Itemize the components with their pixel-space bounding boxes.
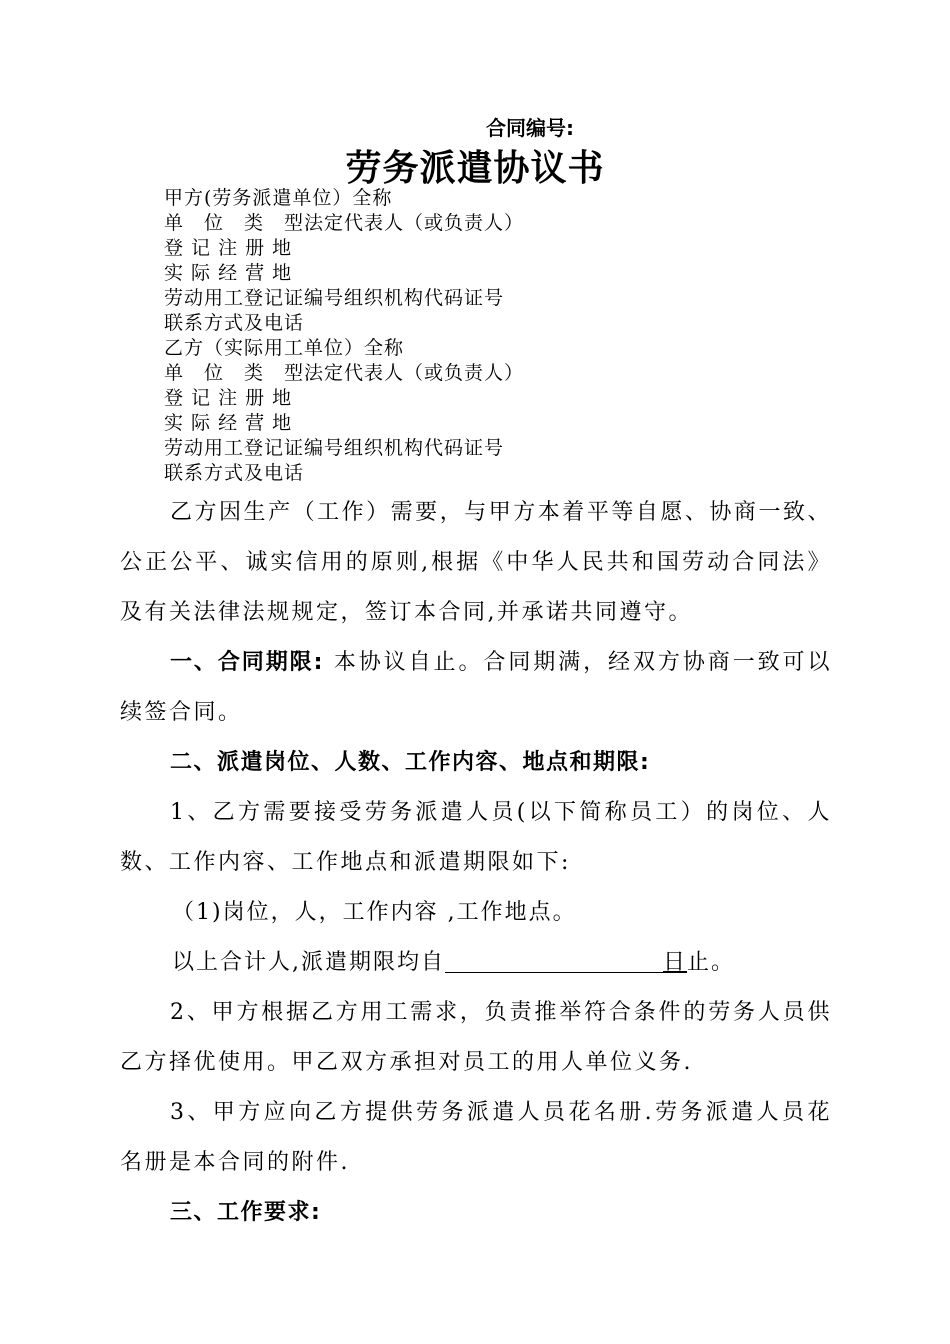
section-2-item-1-sub: （1)岗位，人，工作内容 ,工作地点。	[172, 900, 577, 925]
party-b-unit-type: 单 位 类 型法定代表人（或负责人）	[164, 362, 525, 384]
party-b-registration-number: 劳动用工登记证编号组织机构代码证号	[164, 437, 505, 459]
party-a-contact: 联系方式及电话	[164, 312, 305, 334]
party-a-unit-type: 单 位 类 型法定代表人（或负责人）	[164, 212, 525, 234]
total-prefix: 以上合计人,派遣期限均自	[172, 950, 445, 975]
party-a-registration-number: 劳动用工登记证编号组织机构代码证号	[164, 287, 505, 309]
section-2-item-2: 2、甲方根据乙方用工需求，负责推举符合条件的劳务人员供乙方择优使用。甲乙双方承担对员工的用人单位义务.	[120, 1000, 832, 1075]
section-1-text: 本协议自止。合同期满，经双方协商一致可以续签合同。	[120, 650, 832, 725]
party-a-business-address: 实 际 经 营 地	[164, 262, 293, 284]
total-suffix: 止。	[687, 950, 736, 975]
party-a-registered-address: 登 记 注 册 地	[164, 237, 293, 259]
section-2-item-1: 1、乙方需要接受劳务派遣人员(以下简称员工）的岗位、人数、工作内容、工作地点和派遣期限如下:	[120, 800, 832, 875]
party-b-registered-address: 登 记 注 册 地	[164, 387, 293, 409]
section-1-heading: 一、合同期限:	[170, 650, 324, 675]
section-1-paragraph	[120, 638, 832, 738]
intro-paragraph: 乙方因生产（工作）需要，与甲方本着平等自愿、协商一致、公正公平、诚实信用的原则,根据《中华人民共和国劳动合同法》及有关法律法规规定，签订本合同,并承诺共同遵守。	[120, 500, 832, 625]
party-a-full-name: 甲方(劳务派遣单位）全称	[164, 187, 393, 209]
party-b-contact: 联系方式及电话	[164, 462, 305, 484]
document-title: 劳务派遣协议书	[345, 147, 605, 189]
section-3-heading: 三、工作要求:	[170, 1200, 322, 1225]
section-2-total-line	[120, 938, 832, 988]
section-2-heading: 二、派遣岗位、人数、工作内容、地点和期限:	[170, 750, 651, 775]
period-blank[interactable]	[445, 950, 663, 973]
contract-body	[120, 488, 832, 1238]
total-day: 日	[663, 950, 688, 975]
party-b-business-address: 实 际 经 营 地	[164, 412, 293, 434]
section-2-item-3: 3、甲方应向乙方提供劳务派遣人员花名册.劳务派遣人员花名册是本合同的附件.	[120, 1100, 832, 1175]
party-info-block	[164, 186, 864, 486]
party-b-full-name: 乙方（实际用工单位）全称	[164, 337, 405, 359]
contract-number-label: 合同编号:	[486, 116, 574, 140]
